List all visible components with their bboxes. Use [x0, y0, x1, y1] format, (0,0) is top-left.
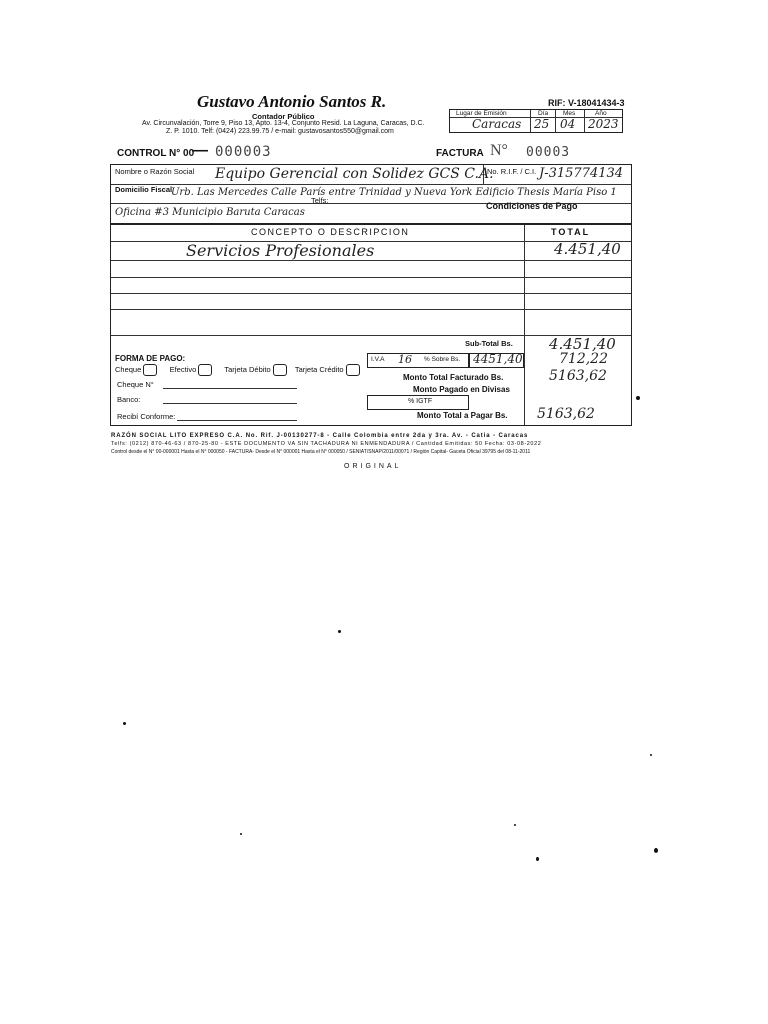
total-pay-value: 5163,62 [537, 406, 595, 422]
banco-label: Banco: [117, 395, 141, 404]
invoice-label: FACTURA [436, 148, 484, 159]
scan-speck [636, 396, 640, 400]
payment-title: FORMA DE PAGO: [115, 354, 186, 363]
iva-pct: 16 [398, 353, 412, 366]
issuer-name: Gustavo Antonio Santos R. [197, 92, 387, 111]
invoice-no-sign: N° [490, 142, 508, 159]
igtf-box [367, 395, 469, 410]
footer-line-3: Control desde el N° 00-000001 Hasta el N° 000050 - FACTURA- Desde el N° 000001 Hasta el N° 000050 / SENIAT/SNAP/2011/00071 / Región Capital- Gaceta Oficial 39795 del 08-11-2011 [111, 449, 531, 455]
item-total: 4.451,40 [554, 240, 621, 258]
iva-box [367, 353, 469, 368]
issuer-address-1: Av. Circunvalación, Torre 9, Piso 13, Apto. 13-4, Conjunto Resid. La Laguna, Caracas, D.C. [142, 120, 425, 127]
invoice-number: 00003 [526, 145, 571, 160]
igtf-label: % IGTF [408, 398, 433, 405]
efectivo-checkbox [198, 364, 212, 376]
total-header: TOTAL [551, 227, 591, 237]
paid-foreign-label: Monto Pagado en Divisas [413, 385, 510, 394]
issuer-rif: RIF: V-18041434-3 [548, 98, 625, 108]
emission-place: Caracas [472, 117, 522, 131]
total-invoiced-value: 5163,62 [549, 368, 607, 384]
iva-label: I.V.A [371, 356, 385, 363]
items-table [110, 224, 632, 426]
cheque-no-label: Cheque N° [117, 380, 154, 389]
total-invoiced-label: Monto Total Facturado Bs. [403, 373, 504, 382]
scan-speck [654, 848, 658, 853]
concept-header: CONCEPTO O DESCRIPCION [251, 227, 410, 237]
emission-day-label: Día [538, 110, 549, 117]
subtotal-value: 4.451,40 [549, 335, 616, 353]
control-label: CONTROL N° 00 [117, 148, 195, 159]
payment-options-row [115, 364, 360, 376]
cheque-label: Cheque [115, 364, 142, 374]
total-pay-label: Monto Total a Pagar Bs. [417, 411, 508, 420]
client-block [110, 164, 632, 224]
footer-line-2: Telfs: (0212) 870-46-63 / 870-25-80 - ESTE DOCUMENTO VA SIN TACHADURA NI ENMENDADURA / Cantidad Emitidas: 50 Fecha: 03-08-2022 [111, 441, 542, 447]
control-number: 000003 [215, 144, 272, 160]
emission-month: 04 [560, 117, 576, 131]
client-fiscal-label: Domicilio Fiscal [115, 185, 173, 194]
credito-label: Tarjeta Crédito [294, 364, 344, 374]
scan-speck [123, 722, 126, 725]
scan-speck [650, 754, 652, 756]
cheque-checkbox [143, 364, 157, 376]
footer-line-1: RAZÓN SOCIAL LITO EXPRESO C.A. No. Rif. J-00130277-8 - Calle Colombia entre 2da y 3ra. Av. - Catia - Caracas [111, 433, 529, 439]
emission-day: 25 [534, 117, 550, 131]
client-rif: J-315774134 [539, 166, 624, 181]
client-rif-label: No. R.I.F. / C.I. [487, 167, 537, 176]
emission-year-label: Año [595, 110, 607, 117]
item-concept: Servicios Profesionales [186, 241, 375, 260]
emission-month-label: Mes [563, 110, 576, 117]
recibi-label: Recibí Conforme: [117, 412, 176, 421]
original-label: ORIGINAL [344, 463, 402, 470]
client-fiscal-line1: Urb. Las Mercedes Calle París entre Trinidad y Nueva York Edificio Thesis María Piso 1 [171, 187, 617, 198]
client-name: Equipo Gerencial con Solidez GCS C.A. [215, 166, 494, 182]
scan-speck [514, 824, 516, 826]
client-fiscal-line2: Oficina #3 Municipio Baruta Caracas [115, 207, 305, 218]
iva-amount: 712,22 [559, 351, 608, 367]
iva-base-value: 4451,40 [473, 352, 523, 366]
scan-speck [240, 833, 242, 835]
control-dash: — [192, 142, 208, 159]
debito-checkbox [273, 364, 287, 376]
emission-year: 2023 [588, 117, 619, 131]
credito-checkbox [346, 364, 360, 376]
client-payment-cond-label: Condiciones de Pago [486, 201, 578, 211]
emission-label: Lugar de Emisión [456, 110, 507, 117]
debito-label: Tarjeta Débito [224, 364, 271, 374]
emission-box [449, 109, 623, 133]
issuer-address-2: Z. P. 1010. Telf: (0424) 223.99.75 / e-mail: gustavosantos550@gmail.com [166, 128, 394, 135]
client-phones-label: Telfs: [311, 196, 329, 205]
issuer-role: Contador Público [252, 112, 315, 121]
subtotal-label: Sub-Total Bs. [465, 339, 513, 348]
iva-base-label: % Sobre Bs. [424, 356, 461, 363]
scan-speck [536, 857, 539, 861]
efectivo-label: Efectivo [169, 364, 197, 374]
client-name-label: Nombre o Razón Social [115, 167, 195, 176]
scan-speck [338, 630, 341, 633]
